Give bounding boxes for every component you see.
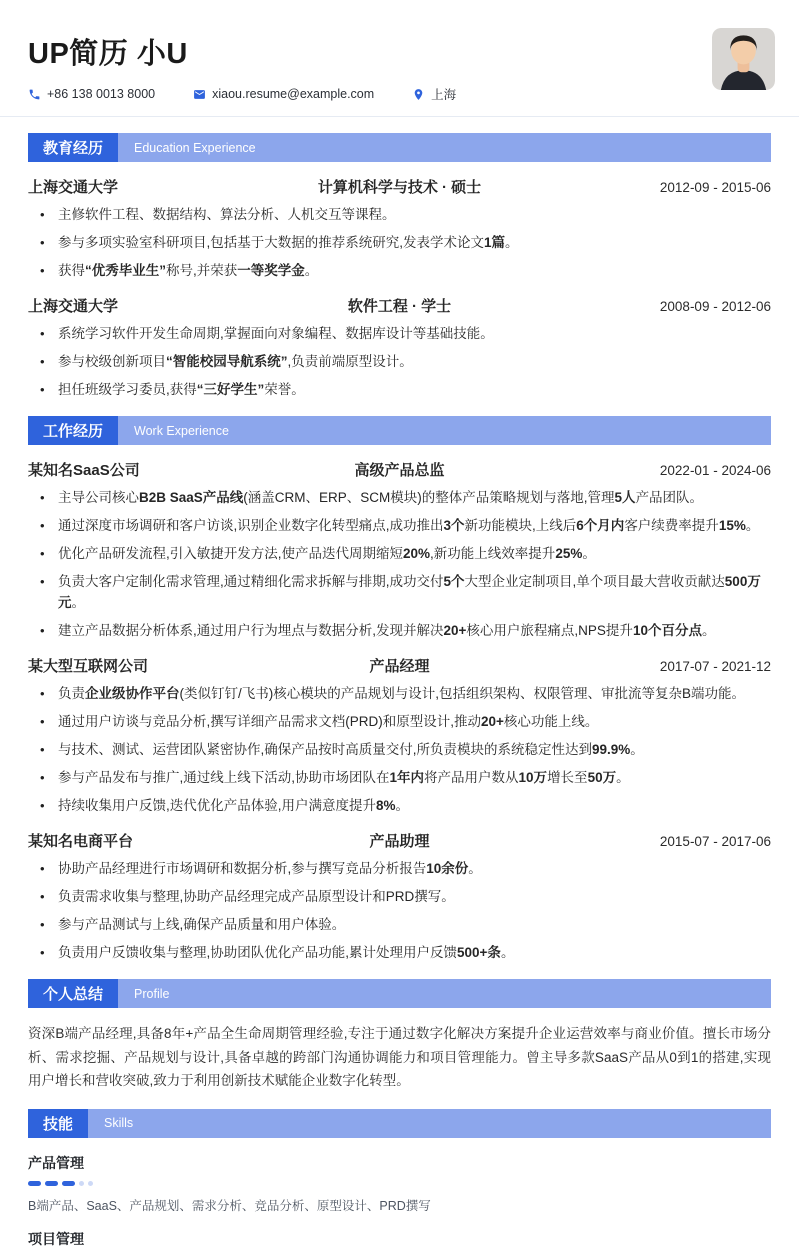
entry: [28, 459, 771, 641]
section-title-bar: [88, 1109, 771, 1138]
bullet-item: • 与技术、测试、运营团队紧密协作,确保产品按时高质量交付,所负责模块的系统稳定性达到99.9%。: [28, 739, 771, 760]
profile-paragraph: 资深B端产品经理,具备8年+产品全生命周期管理经验,专注于通过数字化解决方案提升企业运营效率与商业价值。擅长市场分析、需求挖掘、产品规划与设计,具备卓越的跨部门沟通协调能力和项目管理能力。曾主导多款SaaS产品从0到1的搭建,实现用户增长和营收突破,致力于利用创新技术赋能企业数字化转型。: [28, 1026, 771, 1089]
section-title-zh: 教育经历: [28, 133, 118, 162]
entry-org: 某知名电商平台: [28, 833, 134, 851]
bullet-item: • 通过用户访谈与竞品分析,撰写详细产品需求文档(PRD)和原型设计,推动20+核心功能上线。: [28, 711, 771, 732]
entry-head: [28, 176, 771, 197]
bullet-item: • 系统学习软件开发生命周期,掌握面向对象编程、数据库设计等基础技能。: [28, 323, 771, 344]
bullet-item: • 主修软件工程、数据结构、算法分析、人机交互等课程。: [28, 204, 771, 225]
bullet-highlight: “三好学生”: [196, 382, 265, 398]
bullet-highlight: 1年内: [389, 770, 425, 786]
bullet-item: • 主导公司核心B2B SaaS产品线(涵盖CRM、ERP、SCM模块)的整体产品策略规划与落地,管理5人产品团队。: [28, 487, 771, 508]
entry-org: 某大型互联网公司: [28, 658, 149, 676]
bullet-list: [28, 323, 771, 400]
section-title-en: Education Experience: [134, 140, 256, 155]
entry-date: 2008-09 - 2012-06: [659, 299, 771, 315]
section-title-bar: [118, 133, 771, 162]
section-title-zh: 个人总结: [28, 979, 118, 1008]
section-profile: [28, 979, 771, 1093]
entry-role: 计算机科学与技术 · 硕士: [317, 179, 482, 197]
bullet-highlight: “智能校园导航系统”: [166, 354, 288, 370]
section-title-bar: [118, 416, 771, 445]
phone-icon: [28, 88, 41, 101]
contact-text: xiaou.resume@example.com: [212, 87, 375, 102]
contact-item: [28, 87, 155, 101]
entry-org: 某知名SaaS公司: [28, 462, 140, 480]
section-header-education: [28, 133, 771, 162]
location-icon: [412, 88, 425, 101]
contact-item: [412, 85, 456, 103]
contact-text: +86 138 0013 8000: [47, 87, 156, 102]
resume-header: [28, 0, 771, 103]
bullet-highlight: 1篇: [484, 235, 506, 251]
bullet-highlight: 5人: [614, 490, 636, 506]
bullet-highlight: 8%: [376, 798, 396, 814]
section-work: [28, 416, 771, 963]
section-title-en: Work Experience: [134, 423, 229, 438]
bullet-highlight: 500万元: [58, 574, 761, 611]
bullet-highlight: 20+: [443, 623, 467, 639]
skill-group: [28, 1229, 771, 1249]
skill-pill-filled: [45, 1181, 58, 1186]
skill-group: [28, 1153, 771, 1214]
skill-name: 项目管理: [28, 1230, 84, 1247]
bullet-item: • 担任班级学习委员,获得“三好学生”荣誉。: [28, 379, 771, 400]
entry-date: 2017-07 - 2021-12: [659, 659, 771, 675]
bullet-highlight: 15%: [718, 518, 746, 534]
page-title: UP简历 小U: [28, 38, 188, 70]
bullet-highlight: B2B SaaS产品线: [139, 490, 244, 506]
contact-row: [28, 85, 771, 103]
entry: [28, 655, 771, 816]
entry: [28, 176, 771, 281]
entry-role: 产品经理: [369, 658, 430, 676]
entry-org: 上海交通大学: [28, 179, 119, 197]
entry-date: 2022-01 - 2024-06: [659, 463, 771, 479]
bullet-highlight: 3个: [443, 518, 465, 534]
section-header-skills: [28, 1109, 771, 1138]
section-title-zh: 工作经历: [28, 416, 118, 445]
bullet-item: • 建立产品数据分析体系,通过用户行为埋点与数据分析,发现并解决20+核心用户旅程痛点,NPS提升10个百分点。: [28, 620, 771, 641]
entry-head: [28, 295, 771, 316]
bullet-highlight: 10个百分点: [632, 623, 702, 639]
bullet-highlight: 一等奖学金: [237, 263, 305, 279]
bullet-item: • 参与产品测试与上线,确保产品质量和用户体验。: [28, 914, 771, 935]
bullet-highlight: 500+条: [457, 945, 501, 961]
profile-photo: [712, 28, 775, 90]
entry-head: [28, 655, 771, 676]
bullet-list: [28, 204, 771, 281]
entry-head: [28, 830, 771, 851]
bullet-highlight: 25%: [555, 546, 583, 562]
sections: [28, 133, 771, 1249]
skill-pill-filled: [62, 1181, 75, 1186]
bullet-highlight: 20%: [403, 546, 431, 562]
entry-role: 产品助理: [369, 833, 430, 851]
section-title-zh: 技能: [28, 1109, 88, 1138]
contact-item: [193, 87, 374, 101]
section-title-bar: [118, 979, 771, 1008]
entry-head: [28, 459, 771, 480]
section-education: [28, 133, 771, 400]
bullet-item: • 持续收集用户反馈,迭代优化产品体验,用户满意度提升8%。: [28, 795, 771, 816]
bullet-highlight: 5个: [443, 574, 465, 590]
profile-photo-illustration: [712, 28, 775, 90]
bullet-highlight: 20+: [481, 714, 504, 730]
bullet-item: • 负责用户反馈收集与整理,协助团队优化产品功能,累计处理用户反馈500+条。: [28, 942, 771, 963]
bullet-item: • 协助产品经理进行市场调研和数据分析,参与撰写竞品分析报告10余份。: [28, 858, 771, 879]
bullet-item: • 参与多项实验室科研项目,包括基于大数据的推荐系统研究,发表学术论文1篇。: [28, 232, 771, 253]
section-header-profile: [28, 979, 771, 1008]
entry-role: 软件工程 · 学士: [347, 298, 452, 316]
bullet-highlight: “优秀毕业生”: [85, 263, 166, 279]
entry-role: 高级产品总监: [354, 462, 445, 480]
skill-dot-empty: [79, 1181, 84, 1186]
mail-icon: [193, 88, 206, 101]
entry: [28, 295, 771, 400]
bullet-list: [28, 487, 771, 641]
bullet-item: • 参与产品发布与推广,通过线上线下活动,协助市场团队在1年内将产品用户数从10万增长至50万。: [28, 767, 771, 788]
entry-date: 2015-07 - 2017-06: [659, 834, 771, 850]
skill-items: B端产品、SaaS、产品规划、需求分析、竞品分析、原型设计、PRD撰写: [28, 1198, 431, 1213]
bullet-item: • 获得“优秀毕业生”称号,并荣获一等奖学金。: [28, 260, 771, 281]
entry: [28, 830, 771, 963]
section-header-work: [28, 416, 771, 445]
bullet-list: [28, 683, 771, 816]
contact-text: 上海: [431, 88, 457, 103]
bullet-highlight: 10余份: [426, 861, 469, 877]
skill-name: 产品管理: [28, 1154, 84, 1171]
bullet-highlight: 50万: [587, 770, 617, 786]
bullet-highlight: 企业级协作平台: [85, 686, 180, 702]
bullet-item: • 负责大客户定制化需求管理,通过精细化需求拆解与排期,成功交付5个大型企业定制项目,单个项目最大营收贡献达500万元。: [28, 571, 771, 613]
skill-dot-empty: [88, 1181, 93, 1186]
bullet-highlight: 10万: [518, 770, 548, 786]
entry-org: 上海交通大学: [28, 298, 119, 316]
bullet-item: • 参与校级创新项目“智能校园导航系统”,负责前端原型设计。: [28, 351, 771, 372]
section-title-en: Skills: [104, 1116, 134, 1131]
bullet-item: • 优化产品研发流程,引入敏捷开发方法,使产品迭代周期缩短20%,新功能上线效率提升25%。: [28, 543, 771, 564]
bullet-highlight: 99.9%: [592, 742, 631, 758]
bullet-item: • 通过深度市场调研和客户访谈,识别企业数字化转型痛点,成功推出3个新功能模块,上线后6个月内客户续费率提升15%。: [28, 515, 771, 536]
bullet-list: [28, 858, 771, 963]
bullet-item: • 负责需求收集与整理,协助产品经理完成产品原型设计和PRD撰写。: [28, 886, 771, 907]
bullet-highlight: 6个月内: [576, 518, 625, 534]
header-divider: [0, 116, 799, 117]
skill-pill-filled: [28, 1181, 41, 1186]
bullet-item: • 负责企业级协作平台(类似钉钉/飞书)核心模块的产品规划与设计,包括组织架构、权限管理、审批流等复杂B端功能。: [28, 683, 771, 704]
entry-date: 2012-09 - 2015-06: [659, 180, 771, 196]
skill-level-indicator: [28, 1181, 771, 1186]
section-title-en: Profile: [134, 986, 170, 1001]
